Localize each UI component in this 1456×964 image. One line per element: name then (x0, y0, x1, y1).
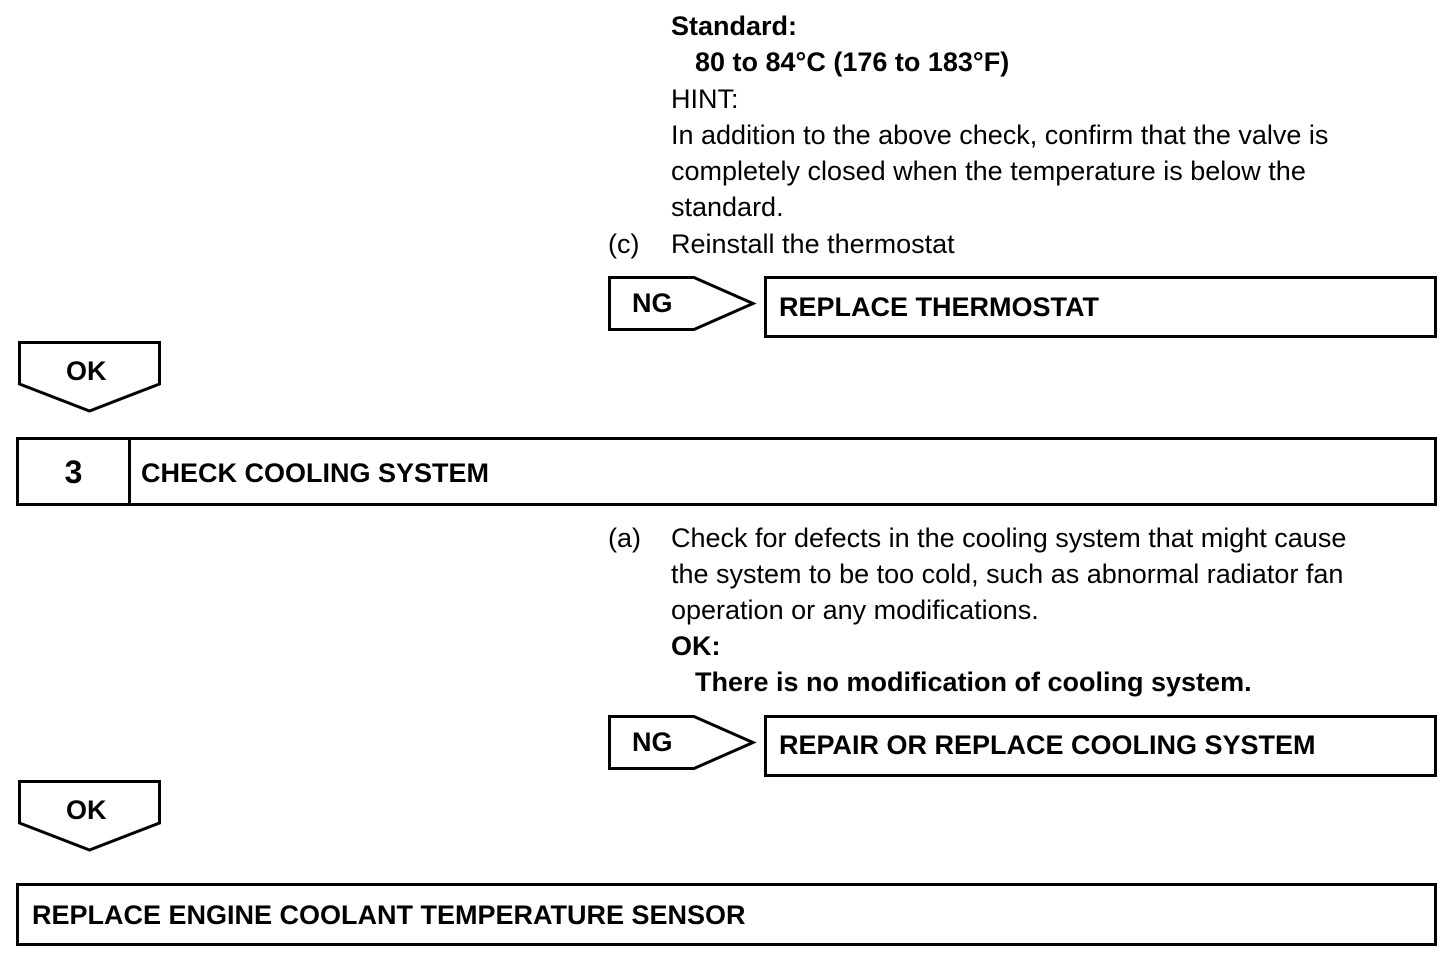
ok-label: OK (66, 795, 107, 825)
step3-header (16, 437, 1437, 506)
step-number: 3 (64, 454, 83, 490)
ng-arrow-icon (608, 715, 756, 773)
standard-value: 80 to 84°C (176 to 183°F) (695, 47, 1010, 77)
step-title: CHECK COOLING SYSTEM (141, 458, 490, 488)
step-c-text: Reinstall the thermostat (671, 229, 955, 259)
ng-label: NG (632, 727, 673, 757)
step-c-marker: (c) (608, 229, 640, 259)
final-action-box (16, 883, 1437, 946)
hint-line-2: completely closed when the temperature is below the (671, 156, 1306, 186)
ng-label: NG (632, 288, 673, 318)
step-a-line-1: Check for defects in the cooling system that might cause (671, 523, 1347, 553)
ng-arrow-icon (608, 276, 756, 334)
standard-label: Standard: (671, 11, 798, 41)
final-action-text: REPLACE ENGINE COOLANT TEMPERATURE SENSOR (32, 900, 746, 930)
replace-thermostat-text: REPLACE THERMOSTAT (779, 292, 1099, 322)
step-number-divider (128, 440, 131, 503)
replace-thermostat-box (764, 276, 1437, 338)
step-a-line-2: the system to be too cold, such as abnormal radiator fan (671, 559, 1344, 589)
hint-line-3: standard. (671, 192, 784, 222)
repair-cooling-system-text: REPAIR OR REPLACE COOLING SYSTEM (779, 730, 1316, 760)
ok-spec-label: OK: (671, 631, 721, 661)
hint-label: HINT: (671, 84, 739, 114)
ok-spec-value: There is no modification of cooling system. (695, 667, 1252, 697)
step-a-marker: (a) (608, 523, 641, 553)
repair-cooling-system-box (764, 715, 1437, 777)
ok-label: OK (66, 356, 107, 386)
hint-line-1: In addition to the above check, confirm that the valve is (671, 120, 1329, 150)
step-a-line-3: operation or any modifications. (671, 595, 1039, 625)
